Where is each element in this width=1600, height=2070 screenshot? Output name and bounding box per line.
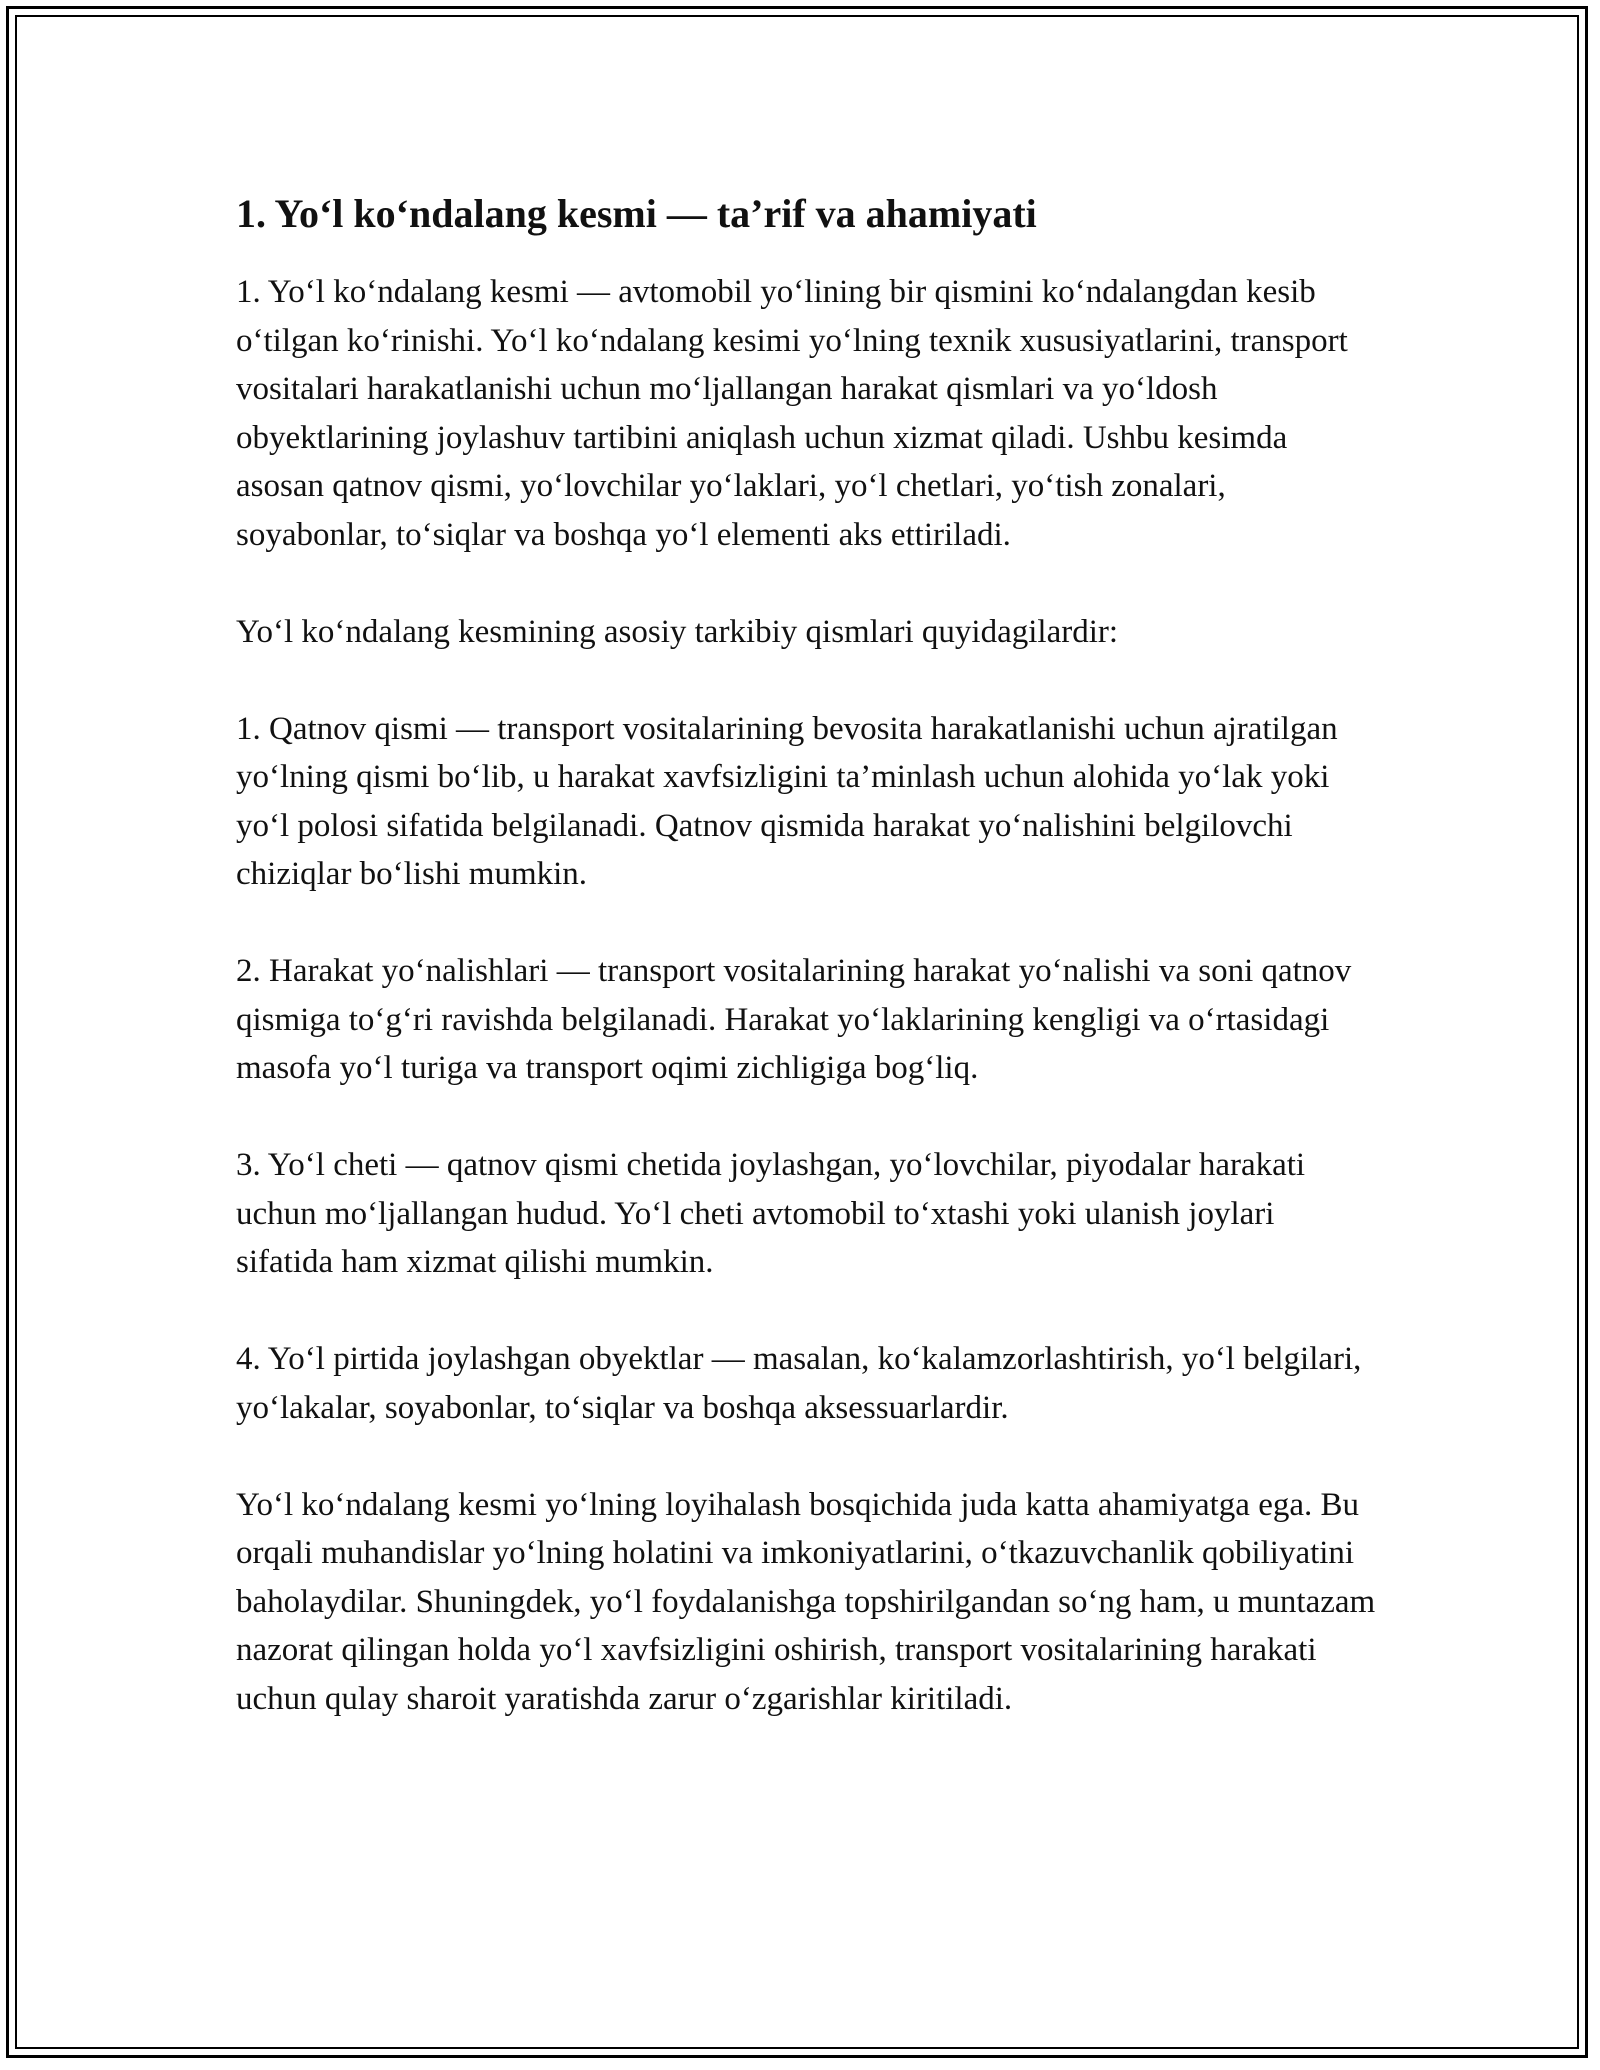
paragraph-components-intro: Yo‘l ko‘ndalang kesmining asosiy tarkibiy qismlari quyidagilardir: [236, 613, 1119, 650]
paragraph-importance: Yo‘l ko‘ndalang kesmi yo‘lning loyihalash bosqichida juda katta ahamiyatga ega. Bu orqali muhandislar yo‘lning holatini va imkoniyatlarini, o‘tkazuvchanlik qobiliyatini baholaydilar. Shuningdek, yo‘l foydalanishga topshirilgandan so‘ng ham, u muntazam nazorat qilingan holda yo‘l xavfsizligini oshirish, transport vositalarining harakati uchun qulay sharoit yaratishda zarur o‘zgarishlar kiritiladi. [236, 1486, 1376, 1717]
paragraph-definition: 1. Yo‘l ko‘ndalang kesmi — avtomobil yo‘lining bir qismini ko‘ndalangdan kesib o‘tilgan ko‘rinishi. Yo‘l ko‘ndalang kesimi yo‘lning texnik xususiyatlarini, transport vositalari harakatlanishi uchun mo‘ljallangan harakat qismlari va yo‘ldosh obyektlarining joylashuv tartibini aniqlash uchun xizmat qiladi. Ushbu kesimda asosan qatnov qismi, yo‘lovchilar yo‘laklari, yo‘l chetlari, yo‘tish zonalari, soyabonlar, to‘siqlar va boshqa yo‘l elementi aks ettiriladi. [236, 274, 1348, 553]
paragraph-roadside-objects: 4. Yo‘l pirtida joylashgan obyektlar — masalan, ko‘kalamzorlashtirish, yo‘l belgilari, yo‘lakalar, soyabonlar, to‘siqlar va boshqa aksessuarlardir. [236, 1341, 1362, 1426]
paragraph-road-edge: 3. Yo‘l cheti — qatnov qismi chetida joylashgan, yo‘lovchilar, piyodalar harakati uchun mo‘ljallangan hudud. Yo‘l cheti avtomobil to‘xtashi yoki ulanish joylari sifatida ham xizmat qilishi mumkin. [236, 1147, 1306, 1280]
paragraph-carriageway: 1. Qatnov qismi — transport vositalarining bevosita harakatlanishi uchun ajratilgan yo‘lning qismi bo‘lib, u harakat xavfsizligini ta’minlash uchun alohida yo‘lak yoki yo‘l polosi sifatida belgilanadi. Qatnov qismida harakat yo‘nalishini belgilovchi chiziqlar bo‘lishi mumkin. [236, 710, 1338, 892]
paragraph-traffic-directions: 2. Harakat yo‘nalishlari — transport vositalarining harakat yo‘nalishi va soni qatnov qismiga to‘g‘ri ravishda belgilanadi. Harakat yo‘laklarining kengligi va o‘rtasidagi masofa yo‘l turiga va transport oqimi zichligiga bog‘liq. [236, 953, 1352, 1086]
document-title: 1. Yo‘l ko‘ndalang kesmi — ta’rif va ahamiyati [236, 191, 1037, 236]
document-body [236, 188, 1376, 1772]
